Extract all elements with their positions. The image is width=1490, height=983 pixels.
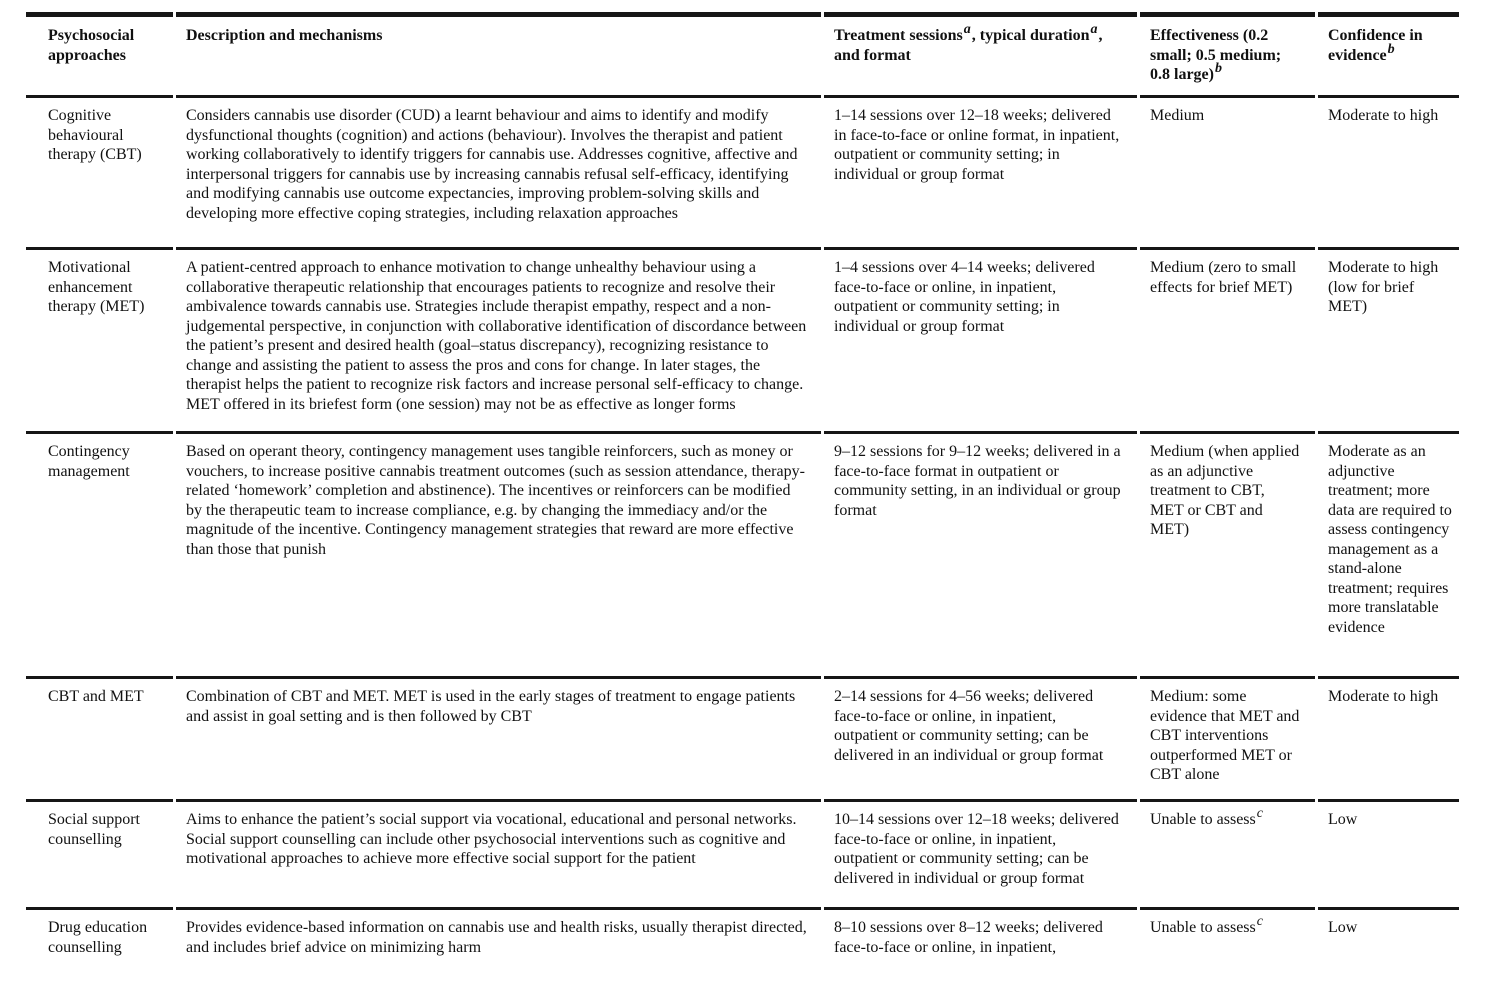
footnote-marker-a: a <box>963 22 971 37</box>
table-body <box>26 95 1459 961</box>
cell-description: Aims to enhance the patient’s social support via vocational, educational and personal networks. Social support counselling can include other psychosocial interventions such as cognitive and motivational approaches to achieve more effective social support for the patient <box>176 799 821 907</box>
cell-effectiveness: Unable to assessc <box>1140 907 1315 961</box>
column-header-treatment-sessions: Treatment sessionsa, typical durationa, and format <box>824 12 1137 95</box>
column-header-effectiveness: Effectiveness (0.2 small; 0.5 medium; 0.8 large)b <box>1140 12 1315 95</box>
table-row <box>26 799 1459 907</box>
table-row <box>26 676 1459 799</box>
cell-confidence: Moderate to high <box>1318 95 1459 247</box>
footnote-marker-b: b <box>1214 61 1222 76</box>
cell-sessions: 9–12 sessions for 9–12 weeks; delivered in a face-to-face format in outpatient or community setting, in an individual or group format <box>824 431 1137 676</box>
cell-effectiveness: Medium (zero to small effects for brief MET) <box>1140 247 1315 431</box>
footnote-marker-b: b <box>1387 41 1395 57</box>
cell-sessions: 1–14 sessions over 12–18 weeks; delivered in face-to-face or online format, in inpatient, outpatient or community setting; in individual or group format <box>824 95 1137 247</box>
cell-approach: Social support counselling <box>26 799 173 907</box>
cell-effectiveness: Unable to assessc <box>1140 799 1315 907</box>
cell-description: A patient-centred approach to enhance motivation to change unhealthy behaviour using a collaborative therapeutic relationship that encourages patients to recognize and resolve their ambivalence towards cannabis use. Strategies include therapist empathy, respect and a non-judgemental perspective, in conjunction with collaborative identification of discordance between the patient’s present and desired health (goal–status discrepancy), recognizing resistance to change and assisting the patient to assess the pros and cons for change. In later stages, the therapist helps the patient to recognize risk factors and increase personal self-efficacy to change. MET offered in its briefest form (one session) may not be as effective as longer forms <box>176 247 821 431</box>
cell-description: Considers cannabis use disorder (CUD) a learnt behaviour and aims to identify and modify dysfunctional thoughts (cognition) and actions (behaviour). Involves the therapist and patient working collaboratively to identify triggers for cannabis use. Addresses cognitive, affective and interpersonal triggers for cannabis use by increasing cannabis refusal self-efficacy, identifying and modifying cannabis use outcome expectancies, improving problem-solving skills and developing more effective coping strategies, including relaxation approaches <box>176 95 821 247</box>
cell-approach: Motivational enhancement therapy (MET) <box>26 247 173 431</box>
footnote-marker-c: c <box>1256 806 1263 821</box>
cell-confidence: Low <box>1318 799 1459 907</box>
cell-effectiveness: Medium <box>1140 95 1315 247</box>
cell-effectiveness: Medium (when applied as an adjunctive treatment to CBT, MET or CBT and MET) <box>1140 431 1315 676</box>
table-row <box>26 907 1459 961</box>
cell-sessions: 1–4 sessions over 4–14 weeks; delivered face-to-face or online, in inpatient, outpatient or community setting; in individual or group format <box>824 247 1137 431</box>
column-header-psychosocial-approaches: Psychosocial approaches <box>26 12 173 95</box>
cell-sessions: 2–14 sessions for 4–56 weeks; delivered face-to-face or online, in inpatient, outpatient or community setting; can be delivered in an individual or group format <box>824 676 1137 799</box>
cell-approach: Contingency management <box>26 431 173 676</box>
cell-description: Combination of CBT and MET. MET is used in the early stages of treatment to engage patients and assist in goal setting and is then followed by CBT <box>176 676 821 799</box>
cell-confidence: Moderate to high (low for brief MET) <box>1318 247 1459 431</box>
column-header-confidence-in-evidence: Confidence in evidenceb <box>1318 12 1459 95</box>
cell-description: Based on operant theory, contingency management uses tangible reinforcers, such as money or vouchers, to increase positive cannabis treatment outcomes (such as session attendance, therapy-related ‘homework’ completion and abstinence). The incentives or reinforcers can be modified by the therapeutic team to increase compliance, e.g. by changing the immediacy and/or the magnitude of the incentive. Contingency management strategies that reward are more effective than those that punish <box>176 431 821 676</box>
footnote-marker-c: c <box>1256 914 1263 929</box>
column-header-description-mechanisms: Description and mechanisms <box>176 12 821 95</box>
psychosocial-treatments-table <box>23 12 1462 961</box>
table-row <box>26 247 1459 431</box>
cell-confidence: Low <box>1318 907 1459 961</box>
cell-approach: Drug education counselling <box>26 907 173 961</box>
cell-effectiveness: Medium: some evidence that MET and CBT interventions outperformed MET or CBT alone <box>1140 676 1315 799</box>
header-row <box>26 12 1459 95</box>
cell-confidence: Moderate to high <box>1318 676 1459 799</box>
footnote-marker-a: a <box>1090 22 1098 37</box>
cell-description: Provides evidence-based information on cannabis use and health risks, usually therapist directed, and includes brief advice on minimizing harm <box>176 907 821 961</box>
cell-sessions: 8–10 sessions over 8–12 weeks; delivered face-to-face or online, in inpatient, <box>824 907 1137 961</box>
cell-sessions: 10–14 sessions over 12–18 weeks; delivered face-to-face or online, in inpatient, outpatient or community setting; can be delivered in individual or group format <box>824 799 1137 907</box>
cell-approach: Cognitive behavioural therapy (CBT) <box>26 95 173 247</box>
cell-approach: CBT and MET <box>26 676 173 799</box>
table-row <box>26 431 1459 676</box>
cell-confidence: Moderate as an adjunctive treatment; more data are required to assess contingency management as a stand-alone treatment; requires more translatable evidence <box>1318 431 1459 676</box>
table-row <box>26 95 1459 247</box>
